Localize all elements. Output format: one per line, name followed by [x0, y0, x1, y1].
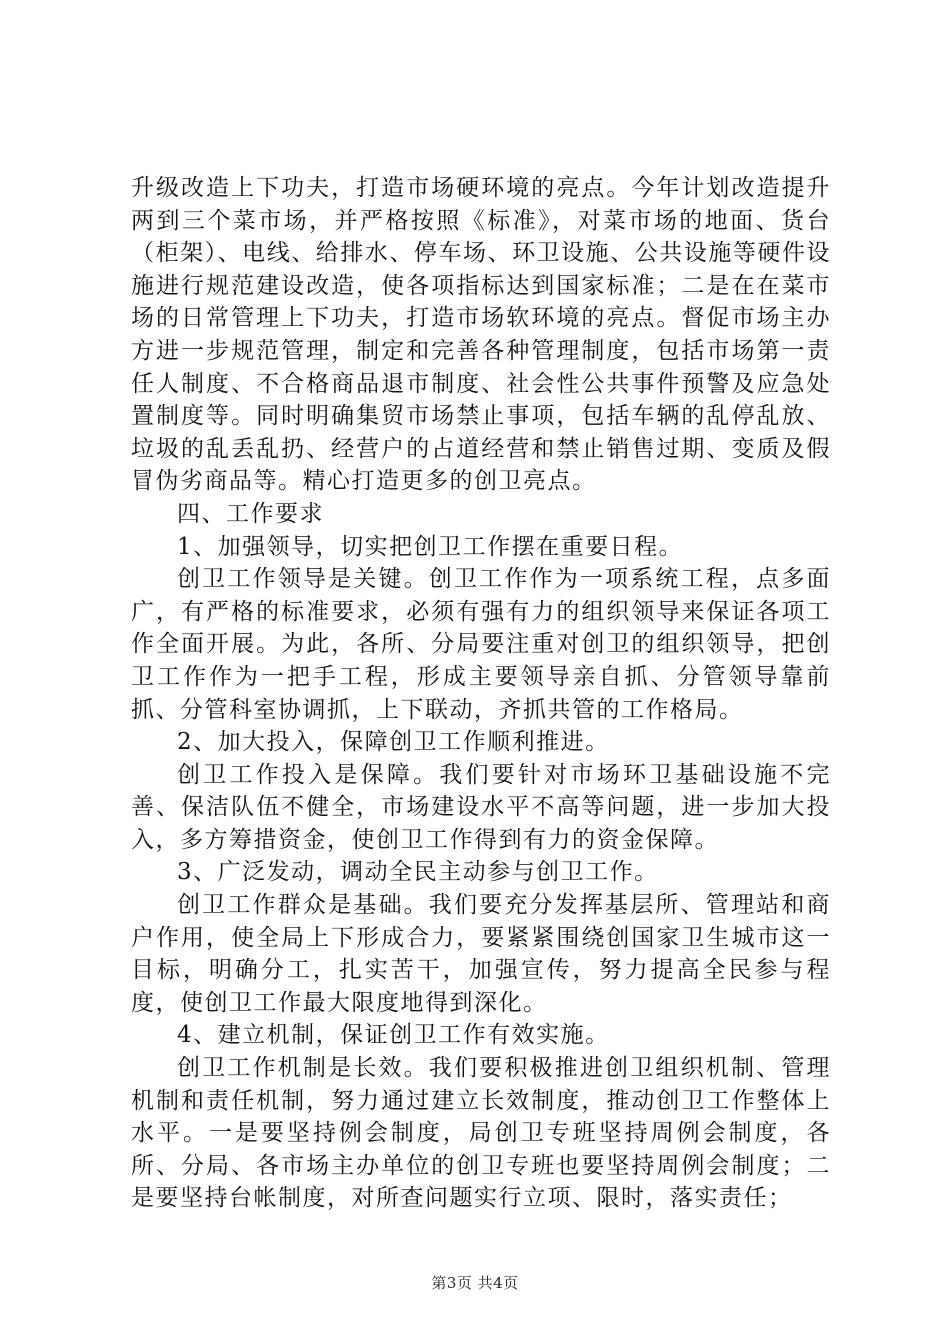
paragraph-2: 创卫工作投入是保障。我们要针对市场环卫基础设施不完善、保洁队伍不健全，市场建设水平不高等问题，进一步加大投入，多方筹措资金，使创卫工作得到有力的资金保障。	[131, 761, 831, 853]
page-footer: 第3页 共4页	[431, 1274, 519, 1292]
paragraph-continuation: 升级改造上下功夫，打造市场硬环境的亮点。今年计划改造提升两到三个菜市场，并严格按照《标准》，对菜市场的地面、货台（柜架）、电线、给排水、停车场、环卫设施、公共设施等硬件设施进行规范建设改造，使各项指标达到国家标准；二是在在菜市场的日常管理上下功夫，打造市场软环境的亮点。督促市场主办方进一步规范管理，制定和完善各种管理制度，包括市场第一责任人制度、不合格商品退市制度、社会性公共事件预警及应急处置制度等。同时明确集贸市场禁止事项，包括车辆的乱停乱放、垃圾的乱丢乱扔、经营户的占道经营和禁止销售过期、变质及假冒伪劣商品等。精心打造更多的创卫亮点。	[131, 175, 831, 495]
section-heading-work-requirements: 四、工作要求	[177, 500, 324, 527]
paragraph-4: 创卫工作机制是长效。我们要积极推进创卫组织机制、管理机制和责任机制，努力通过建立长效制度，推动创卫工作整体上水平。一是要坚持例会制度，局创卫专班坚持周例会制度，各所、分局、各市场主办单位的创卫专班也要坚持周例会制度；二是要坚持台帐制度，对所查问题实行立项、限时，落实责任；	[131, 1055, 831, 1212]
subheading-4: 4、建立机制，保证创卫工作有效实施。	[177, 1022, 610, 1049]
document-body	[131, 172, 831, 1215]
subheading-2: 2、加大投入，保障创卫工作顺利推进。	[177, 729, 610, 756]
subheading-3: 3、广泛发动，调动全民主动参与创卫工作。	[177, 859, 659, 886]
paragraph-1: 创卫工作领导是关键。创卫工作作为一项系统工程，点多面广，有严格的标准要求，必须有强有力的组织领导来保证各项工作全面开展。为此，各所、分局要注重对创卫的组织领导，把创卫工作作为一把手工程，形成主要领导亲自抓、分管领导靠前抓、分管科室协调抓，上下联动，齐抓共管的工作格局。	[131, 566, 831, 723]
subheading-1: 1、加强领导，切实把创卫工作摆在重要日程。	[177, 533, 684, 560]
paragraph-3: 创卫工作群众是基础。我们要充分发挥基层所、管理站和商户作用，使全局上下形成合力，要紧紧围绕创国家卫生城市这一目标，明确分工，扎实苦干，加强宣传，努力提高全民参与程度，使创卫工作最大限度地得到深化。	[131, 892, 831, 1016]
